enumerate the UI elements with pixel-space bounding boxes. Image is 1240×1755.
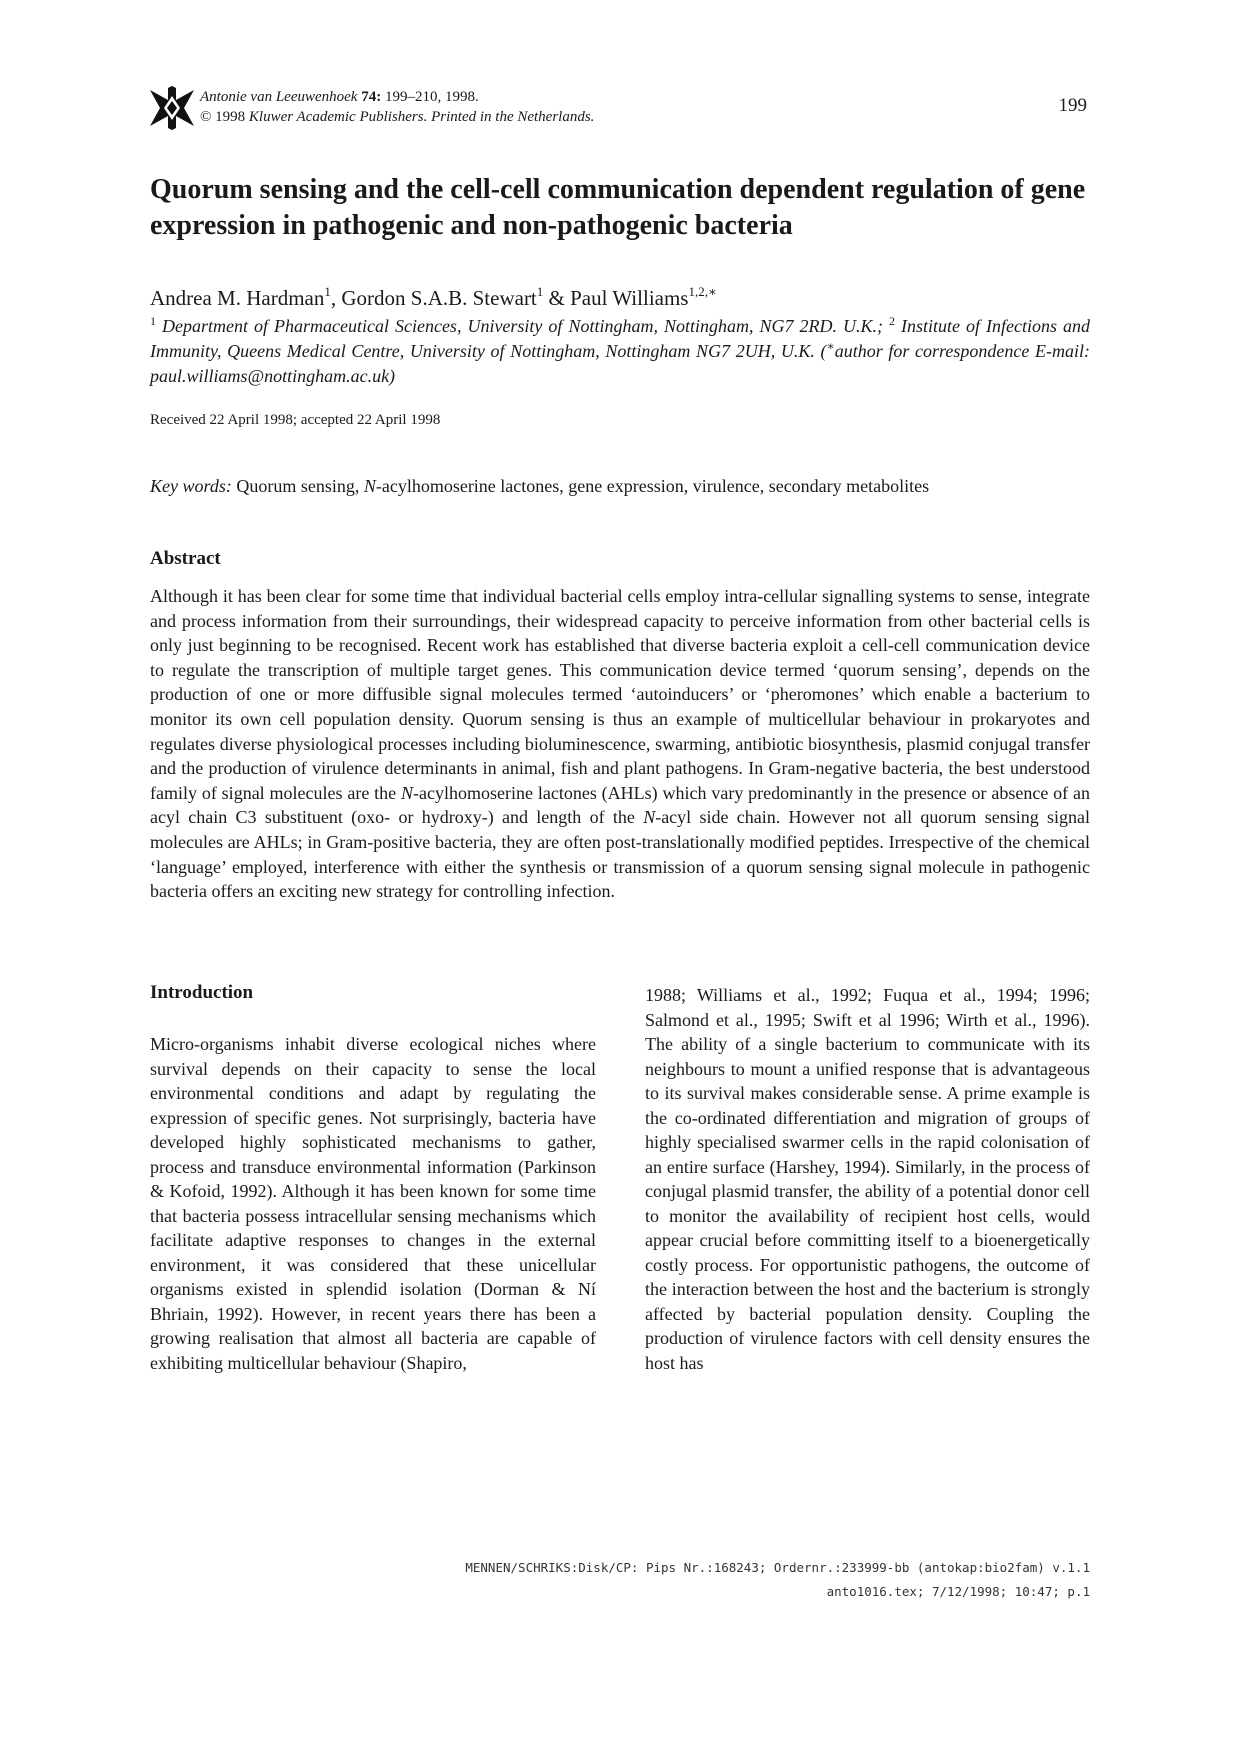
publisher-logo-icon xyxy=(150,86,194,130)
author-affiliation-mark: 1 xyxy=(536,284,544,299)
introduction-left-column: Micro-organisms inhabit diverse ecological niches where survival depends on their capacity to sense the local environmental conditions and adapt by regulating the expression of specific genes. Not surprisingly, bacteria have developed highly sophisticated mechanisms to gather, process and transduce environmental information (Parkinson & Kofoid, 1992). Although it has been known for some time that bacteria possess intracellular sensing mechanisms which facilitate adaptive responses to changes in the external environment, it was considered that these unicellular organisms existed in splendid isolation (Dorman & Ní Bhriain, 1992). However, in recent years there has been a growing realisation that almost all bacteria are capable of exhibiting multicellular behaviour (Shapiro, xyxy=(150,1034,596,1373)
author-name: Paul Williams xyxy=(570,286,689,310)
author-affiliation-mark: 1,2,∗ xyxy=(688,284,717,299)
paper-title: Quorum sensing and the cell-cell communication dependent regulation of gene expression in pathogenic and non-pathogenic bacteria xyxy=(150,174,1086,241)
abstract-text: -acylhomoserine lactones (AHLs) which vary predominantly in the presence or absence of an acyl chain C3 substituent (oxo- or hydroxy-) and length of the xyxy=(150,782,1091,828)
author-separator: & xyxy=(543,286,571,310)
author-name: Andrea M. Hardman xyxy=(150,286,325,310)
typesetting-file-info: anto1016.tex; 7/12/1998; 10:47; p.1 xyxy=(826,1584,1090,1599)
affiliation-text: Department of Pharmaceutical Sciences, University of Nottingham, Nottingham, NG7 2RD. U.K.; xyxy=(156,316,889,336)
abstract-italic: N xyxy=(401,782,414,803)
abstract-italic: N xyxy=(643,807,656,828)
copyright-publisher: Kluwer Academic Publishers. Printed in the Netherlands. xyxy=(248,109,595,125)
author-separator: , xyxy=(330,286,342,310)
keywords-label: Key words: xyxy=(150,476,232,496)
typesetting-info: MENNEN/SCHRIKS:Disk/CP: Pips Nr.:168243; Ordernr.:233999-bb (antokap:bio2fam) v.1.1 xyxy=(465,1560,1090,1575)
author-affiliation-mark: 1 xyxy=(324,284,331,299)
keywords-text: Quorum sensing, xyxy=(231,476,364,496)
author-list xyxy=(150,284,1100,312)
copyright-notice xyxy=(200,108,594,127)
affiliation-mark: 1 xyxy=(150,314,156,328)
affiliation-mark: 2 xyxy=(888,314,895,328)
keywords xyxy=(150,474,1100,498)
affiliations xyxy=(150,314,1090,389)
keywords-italic: N xyxy=(363,476,376,496)
journal-name: Antonie van Leeuwenhoek xyxy=(200,89,358,105)
abstract-text: -acyl side chain. However not all quorum sensing signal molecules are AHLs; in Gram-positive bacteria, they are often post-translationally modified peptides. Irrespective of the chemical ‘language’ employed, interference with either the synthesis or transmission of a quorum sensing signal molecule in pathogenic bacteria offers an exciting new strategy for controlling infection. xyxy=(150,807,1090,902)
author-name: Gordon S.A.B. Stewart xyxy=(341,286,537,310)
correspondence-text: author for correspondence E-mail: paul.williams@nottingham.ac.uk) xyxy=(150,341,1090,386)
received-dates: Received 22 April 1998; accepted 22 April 1998 xyxy=(150,412,441,428)
page-number: 199 xyxy=(1058,95,1087,116)
introduction-right-column: 1988; Williams et al., 1992; Fuqua et al., 1994; 1996; Salmond et al., 1995; Swift et al 1996; Wirth et al., 1996). The ability of a single bacterium to communicate with its neighbours to mount a unified response that is advantageous to its survival makes considerable sense. A prime example is the co-ordinated differentiation and migration of groups of highly specialised swarmer cells in the rapid colonisation of an entire surface (Harshey, 1994). Similarly, in the process of conjugal plasmid transfer, the ability of a potential donor cell to monitor the availability of recipient host cells, would appear crucial before committing itself to a bioenergetically costly process. For opportunistic pathogens, the outcome of the interaction between the host and the bacterium is strongly affected by bacterial population density. Coupling the production of virulence factors with cell density ensures the host has xyxy=(645,985,1090,1373)
correspondence-mark: ∗ xyxy=(826,339,835,353)
abstract-body xyxy=(150,584,1090,904)
journal-pages-year: 199–210, 1998. xyxy=(384,89,479,105)
copyright-year: © 1998 xyxy=(200,109,246,125)
abstract-text: Although it has been clear for some time that individual bacterial cells employ intra-cellular signalling systems to sense, integrate and process information from their surroundings, their widespread capacity to perceive information from other bacterial cells is only just beginning to be recognised. Recent work has established that diverse bacteria exploit a cell-cell communication device to regulate the transcription of multiple target genes. This communication device termed ‘quorum sensing’, depends on the production of one or more diffusible signal molecules termed ‘autoinducers’ or ‘pheromones’ which enable a bacterium to monitor its own cell population density. Quorum sensing is thus an example of multicellular behaviour in prokaryotes and regulates diverse physiological processes including bioluminescence, swarming, antibiotic biosynthesis, plasmid conjugal transfer and the production of virulence determinants in animal, fish and plant pathogens. In Gram-negative bacteria, the best understood family of signal molecules are the xyxy=(150,586,1090,803)
affiliation-text: Institute of Infections and Immunity, Queens Medical Centre, University of Nottingham, Nottingham NG7 2UH, U.K. ( xyxy=(150,316,1090,361)
abstract-heading: Abstract xyxy=(150,548,221,569)
journal-volume: 74: xyxy=(361,89,382,105)
introduction-heading: Introduction xyxy=(150,982,254,1003)
journal-citation xyxy=(200,88,479,107)
keywords-text: -acylhomoserine lactones, gene expression, virulence, secondary metabolites xyxy=(375,476,930,496)
